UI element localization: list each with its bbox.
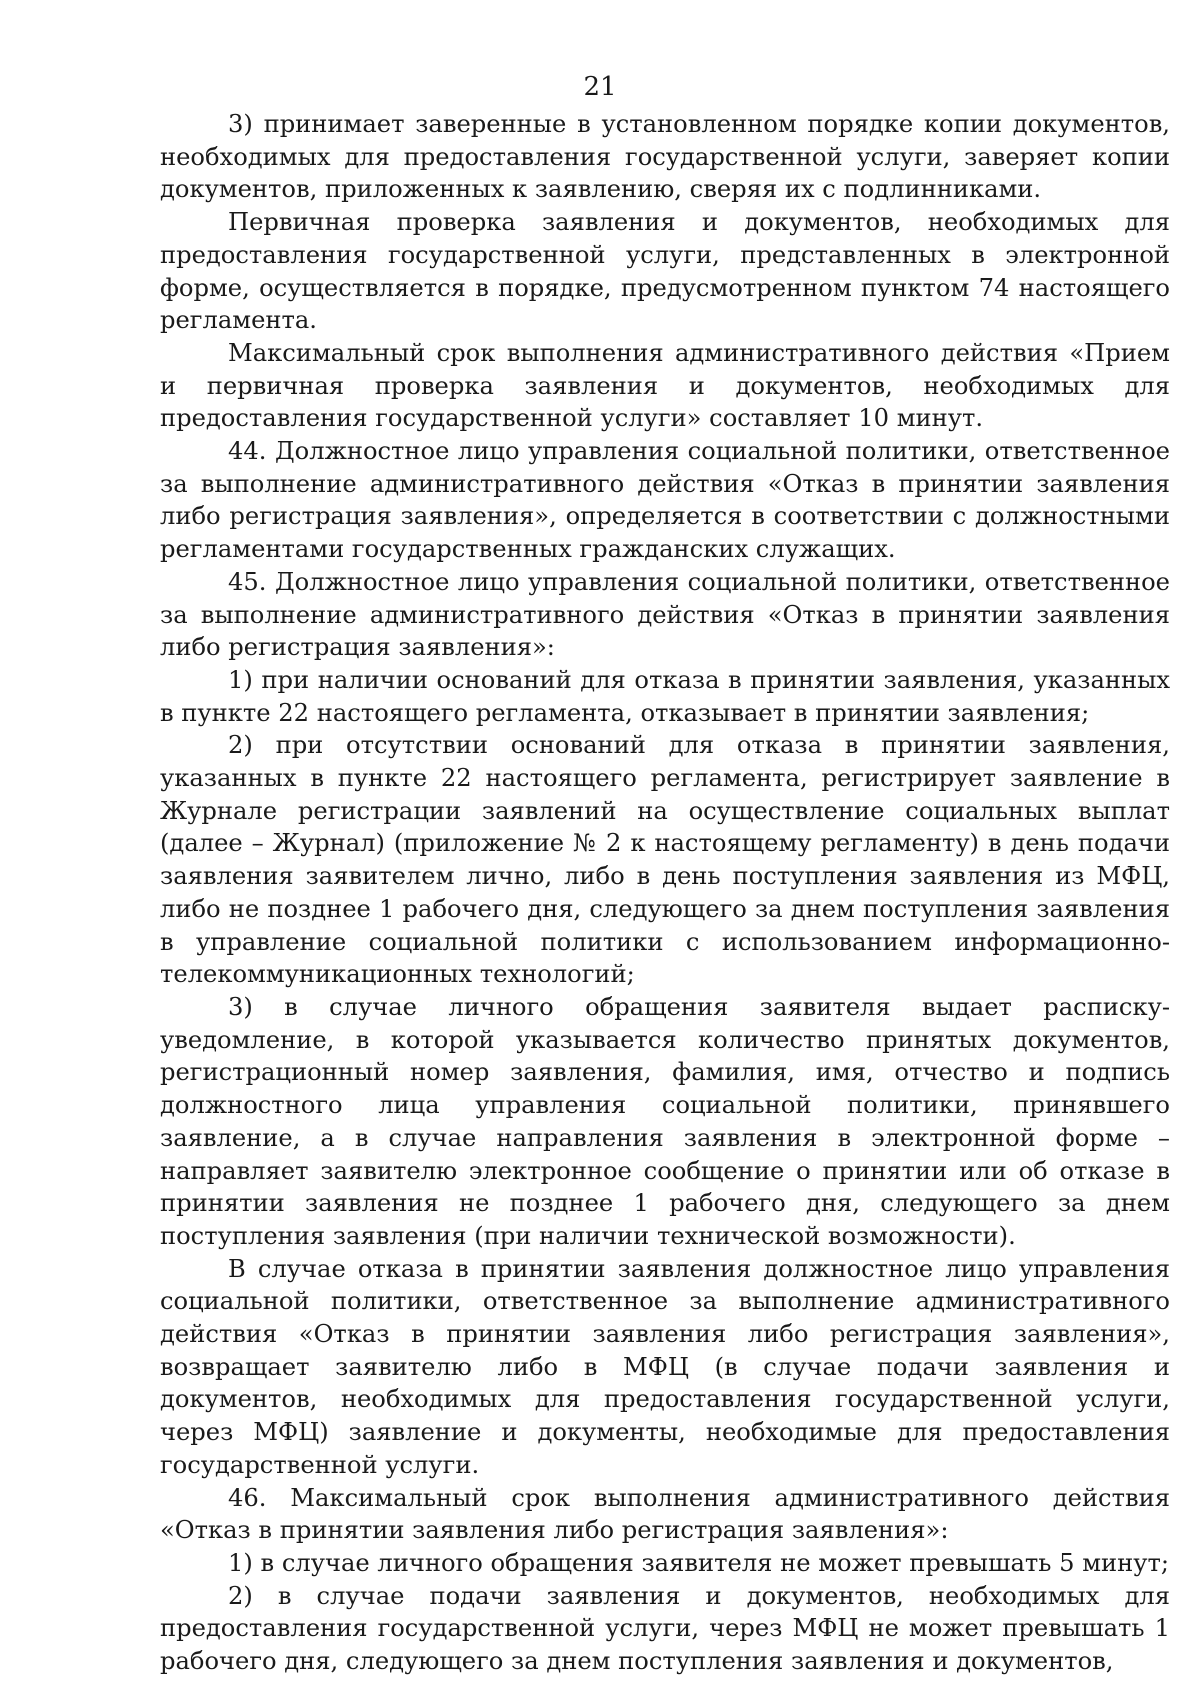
paragraph-45: 45. Должностное лицо управления социальной политики, ответственное за выполнение административного действия «Отказ в принятии заявления либо регистрация заявления»: — [160, 567, 1170, 662]
paragraph-46-item-2: 2) в случае подачи заявления и документов, необходимых для предоставления государственной услуги, через МФЦ не может превышать 1 рабочего дня, следующего за днем поступления заявления и документов, — [160, 1581, 1170, 1676]
page-number: 21 — [583, 72, 617, 102]
paragraph-item-3-copies: 3) принимает заверенные в установленном порядке копии документов, необходимых для предоставления государственной услуги, заверяет копии документов, приложенных к заявлению, сверяя их с подлинниками. — [160, 110, 1170, 204]
paragraph-refusal-case: В случае отказа в принятии заявления должностное лицо управления социальной политики, ответственное за выполнение административного действия «Отказ в принятии заявления либо регистрация заявления», возвращает заявителю либо в МФЦ (в случае подачи заявления и документов, необходимых для предоставления государственной услуги, через МФЦ) заявление и документы, необходимые для предоставления государственной услуги. — [160, 1254, 1170, 1479]
paragraph-primary-check: Первичная проверка заявления и документов, необходимых для предоставления государственной услуги, представленных в электронной форме, осуществляется в порядке, предусмотренном пунктом 74 настоящего регламента. — [160, 208, 1170, 335]
paragraph-46: 46. Максимальный срок выполнения административного действия «Отказ в принятии заявления либо регистрация заявления»: — [160, 1483, 1170, 1545]
paragraph-45-item-1: 1) при наличии оснований для отказа в принятии заявления, указанных в пункте 22 настоящего регламента, отказывает в принятии заявления; — [160, 665, 1170, 727]
paragraph-45-item-2: 2) при отсутствии оснований для отказа в принятии заявления, указанных в пункте 22 настоящего регламента, регистрирует заявление в Журнале регистрации заявлений на осуществление социальных выплат (далее – Журнал) (приложение № 2 к настоящему регламенту) в день подачи заявления заявителем лично, либо в день поступления заявления из МФЦ, либо не позднее 1 рабочего дня, следующего за днем поступления заявления в управление социальной политики с использованием информационно-телекоммуникационных технологий; — [160, 731, 1170, 989]
paragraph-45-item-3: 3) в случае личного обращения заявителя выдает расписку-уведомление, в которой указывается количество принятых документов, регистрационный номер заявления, фамилия, имя, отчество и подпись должностного лица управления социальной политики, принявшего заявление, а в случае направления заявления в электронной форме – направляет заявителю электронное сообщение о принятии или об отказе в принятии заявления не позднее 1 рабочего дня, следующего за днем поступления заявления (при наличии технической возможности). — [160, 992, 1170, 1250]
paragraph-max-time-reception: Максимальный срок выполнения административного действия «Прием и первичная проверка заявления и документов, необходимых для предоставления государственной услуги» составляет 10 минут. — [160, 338, 1170, 433]
paragraph-44: 44. Должностное лицо управления социальной политики, ответственное за выполнение административного действия «Отказ в принятии заявления либо регистрация заявления», определяется в соответствии с должностными регламентами государственных гражданских служащих. — [160, 437, 1170, 564]
document-body — [160, 108, 1170, 1678]
paragraph-46-item-1: 1) в случае личного обращения заявителя не может превышать 5 минут; — [228, 1548, 1170, 1577]
